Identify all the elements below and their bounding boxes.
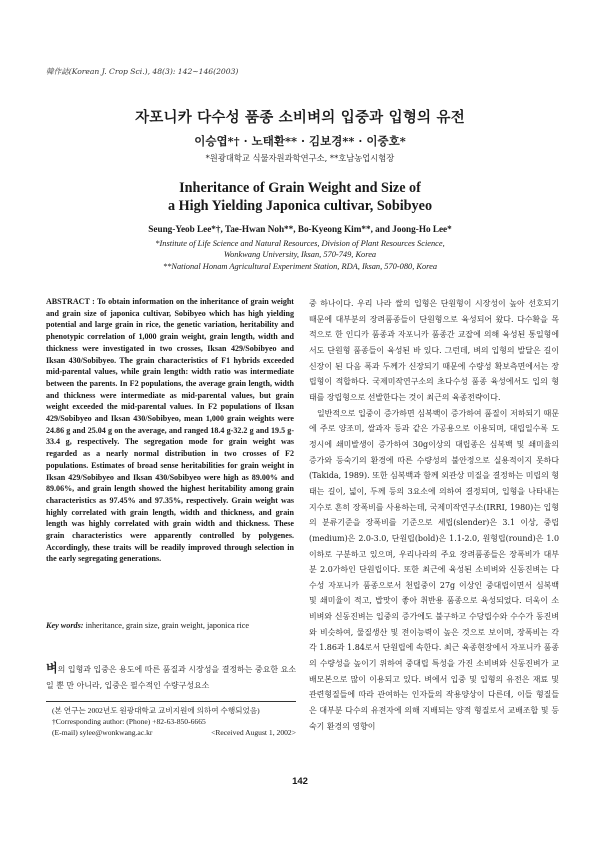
introduction-start xyxy=(46,661,296,693)
title-english xyxy=(0,180,600,215)
abstract: ABSTRACT : To obtain information on the inheritance of grain weight and grain size of japonica cultivar, Sobibyeo which has high yielding potential and large grain in rice, the genetic variation, heritability and phenotypic correlation of 1,000 grain weight, grain length, width and thickness were investigated in two crosses, Iksan 429/Sobibyeo and Iksan 430/Sobibyeo. The grain characteristics of F1 hybrids exceeded mid-parental values, while grain length: width ratio was intermediate between the parents. In F2 populations, the average grain length, width and thickness were intermediate as mid-parental values, but grain weight exceeded the mid-parental values. In F2 populations of Iksan 429/Sobibyeo and Iksan 430/Sobibyeo, mean 1,000 grain weights were 24.86 g and 25.04 g on the average, and ranged 18.4 g-32.2 g and 19.5 g-33.4 g, respectively. The segregation mode for grain weight was regarded as a nearly normal distribution in two crosses of F2 populations. Estimates of broad sense heritabilities for grain weight in Iksan 429/Sobibyeo and Iksan 430/Sobibyeo were high as 89.00% and 89.06%, and grain length showed the highest heritability among grain characteristics as 97.45% and 97.35%, respectively. Grain weight was highly correlated with grain length, width and thickness, and grain length was highly correlated with grain width and thickness. These grain characteristics were apparently controlled by polygenes. Accordingly, these traits will be readily improved through selection in the early segregating generations. xyxy=(46,297,294,564)
journal-citation: 韓作誌(Korean J. Crop Sci.), 48(3): 142~146(2003) xyxy=(46,67,239,76)
affiliation-english-line-1: *Institute of Life Science and Natural Resources, Division of Plant Resources Science, xyxy=(155,239,445,248)
affiliation-english-line-3: **National Honam Agricultural Experiment Station, RDA, Iksan, 570-080, Korea xyxy=(162,261,438,271)
footnote-received: <Received August 1, 2002> xyxy=(211,728,296,738)
footnote-corresponding: †Corresponding author: (Phone) +82-63-850-6665 xyxy=(52,717,206,727)
title-korean: 자포니카 다수성 품종 소비벼의 입중과 입형의 유전 xyxy=(135,109,465,126)
title-english-line-2: a High Yielding Japonica cultivar, Sobibyeo xyxy=(167,197,433,214)
intro-text: 의 입형과 입중은 용도에 따른 품질과 시장성을 결정하는 중요한 요소일 뿐 만 아니라, 입중은 필수적인 수량구성요소 xyxy=(46,665,296,690)
title-english-line-1: Inheritance of Grain Weight and Size of xyxy=(179,180,421,196)
intro-dropcap: 벼 xyxy=(46,661,58,675)
affiliation-english-line-2: Wonkwang University, Iksan, 570-749, Korea xyxy=(223,250,377,260)
affiliation-english xyxy=(0,238,600,272)
body-paragraph-2: 일반적으로 입중이 증가하면 심복백이 증가하여 품질이 저하되기 때문에 주로 양조미, 쌀과자 등과 같은 가공용으로 이용되며, 대립일수록 도정시에 쇄미발생이 증가하여 30g이상의 대립종은 심복백 및 쇄미율의 증가와 등숙기의 환경에 따른 수량성의 불안정으로 실용적이지 못하다(Takida, 1989). 또한 심복백과 함께 외관상 미질을 결정하는 미립의 형태는 길이, 넓이, 두께 등의 3요소에 의하여 결정되며, 입형을 나타내는 지수로 흔히 장폭비를 사용하는데, 국제미작연구소(IRRI, 1980)는 입형의 분류기준을 장폭비를 기준으로 세립(slender)은 3.1 이상, 중립(medium)은 2.0-3.0, 단원립(bold)은 1.1-2.0, 원형립(round)은 1.0이하로 구분하고 있으며, 우리나라의 주요 장려품종들은 장폭비가 대부분 2.0가하인 단원립이다. 또한 최근에 육성된 소비벼와 신동진벼는 다수성 자포니카 품종으로서 천립중이 27g 이상인 중대립이면서 심복백 및 쇄미율이 적고, 밥맛이 좋아 취반용 품종으로 육성되었다. 더욱이 소비벼와 신동진벼는 입중의 증가에도 불구하고 수당립수와 수수가 동진벼와 비슷하여, 물질생산 및 전이능력이 높은 것으로 보이며, 장폭비는 각각 1.86과 1.84로서 단원립에 속한다. 최근 육종현장에서 자포니카 품종의 수량성을 높이기 위하여 중대립 특성을 가진 소비벼와 신동진벼가 교배모본으로 많이 이용되고 있다. 벼에서 입중 및 입형의 유전은 재료 및 관련형질들에 따라 관여하는 인자들의 작용양상이 다른데, 이들 형질들은 대부분 다수의 유전자에 의해 지배되는 양적 형질로서 교배조합 및 등숙기 환경의 영향이 xyxy=(309,408,559,731)
footnote-funding: (본 연구는 2002년도 원광대학교 교비지원에 의하여 수행되었음) xyxy=(52,706,260,715)
page-number: 142 xyxy=(292,776,308,787)
footnote-email: (E-mail) sylee@wonkwang.ac.kr xyxy=(52,728,153,738)
body-paragraph-1: 중 하나이다. 우리 나라 쌀의 입형은 단원형이 시장성이 높아 선호되기 때문에 대부분의 장려품종들이 단원형으로 육성되어 왔다. 다수확을 목적으로 한 인디카 품종과 자포니카 품종간 교잡에 의해 육성된 통일형에서도 단원형 품종들이 육성된 바 있다. 그런데, 벼의 입형의 발달은 길이신장이 된 다음 폭과 두께가 신장되기 때문에 수량성 확보측면에서는 장립형이 적합하다. 국제미작연구소의 초다수성 품종 육성에서도 입의 형태를 장립형으로 선발한다는 것이 최근의 육종전략이다. xyxy=(309,299,559,402)
authors-english: Seung-Yeob Lee*†, Tae-Hwan Noh**, Bo-Kyeong Kim**, and Joong-Ho Lee* xyxy=(148,224,452,234)
footnote-divider xyxy=(46,701,296,702)
body-right-column xyxy=(309,296,559,734)
footnote-email-row xyxy=(52,727,296,738)
keywords-label: Key words: xyxy=(46,621,84,630)
keywords xyxy=(46,621,296,630)
keywords-text: inheritance, grain size, grain weight, japonica rice xyxy=(85,621,250,630)
affiliation-korean: *원광대학교 식물자원과학연구소, **호남농업시험장 xyxy=(205,153,395,163)
authors-korean: 이승엽*† · 노태환** · 김보경** · 이중호* xyxy=(194,134,406,148)
footnote xyxy=(52,705,296,739)
